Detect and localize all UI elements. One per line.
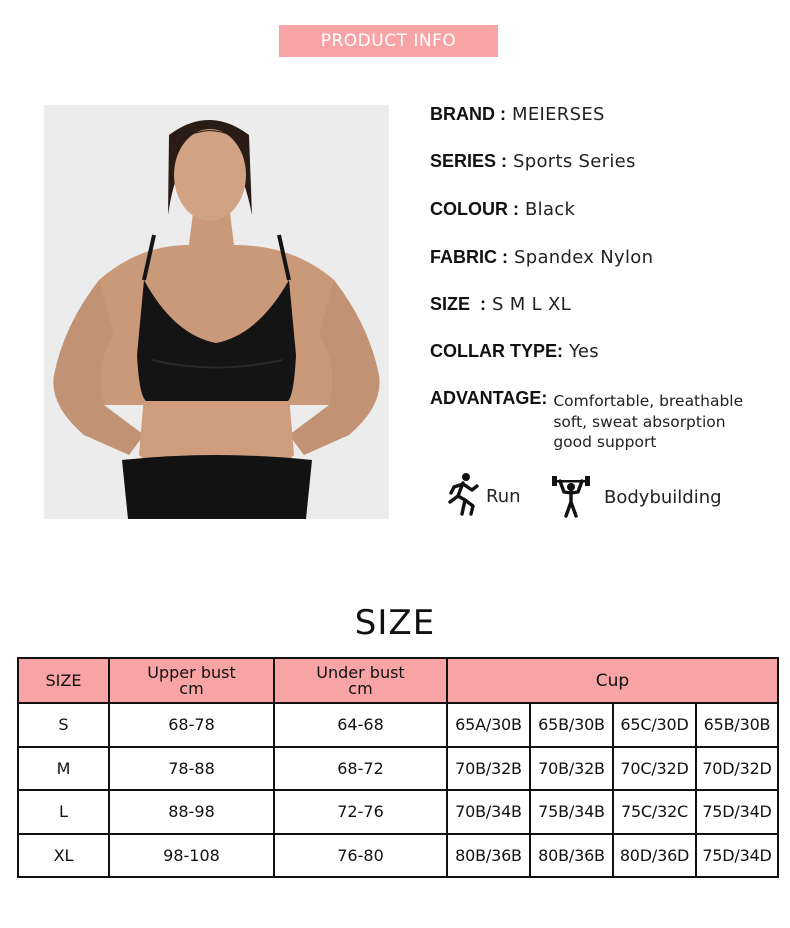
spec-brand [430,104,605,125]
header-under-bust-label: Under bust [316,662,405,682]
header-under-bust [274,658,447,703]
cell-cup: 80D/36D [613,834,696,878]
table-row [18,834,778,878]
cell-under: 76-80 [274,834,447,878]
spec-brand-value: MEIERSES [512,104,605,125]
cell-under: 64-68 [274,703,447,747]
cell-cup: 65C/30D [613,703,696,747]
cell-cup: 65A/30B [447,703,530,747]
cell-cup: 70D/32D [696,747,778,791]
spec-fabric [430,247,653,268]
activity-run-label: Run [486,486,521,507]
running-person-icon [446,472,480,521]
spec-colour-value: Black [525,199,576,220]
activity-bodybuilding-label: Bodybuilding [604,487,722,508]
advantage-line: Comfortable, breathable [553,392,744,410]
cell-cup: 65B/30B [530,703,613,747]
banner-title: PRODUCT INFO [320,31,457,51]
spec-colour [430,199,575,220]
advantage-line: good support [553,433,657,451]
cell-cup: 70C/32D [613,747,696,791]
cell-upper: 78-88 [109,747,274,791]
table-row [18,790,778,834]
header-size: SIZE [18,658,109,703]
cell-cup: 75D/34D [696,834,778,878]
spec-size [430,294,571,315]
spec-collar-label: COLLAR TYPE: [430,341,563,361]
spec-advantage-label: ADVANTAGE: [430,388,548,408]
cell-size: S [18,703,109,747]
spec-series-value: Sports Series [513,151,636,172]
advantage-line: soft, sweat absorption [553,412,726,431]
cell-cup: 70B/32B [447,747,530,791]
header-upper-bust-label: Upper bust [147,662,236,682]
size-chart-table [17,657,779,878]
header-upper-bust [109,658,274,703]
cell-cup: 75D/34D [696,790,778,834]
cell-size: XL [18,834,109,878]
cell-cup: 75B/34B [530,790,613,834]
cell-cup: 75C/32C [613,790,696,834]
spec-fabric-label: FABRIC : [430,247,508,267]
model-illustration [44,105,389,519]
table-row [18,747,778,791]
cell-size: L [18,790,109,834]
spec-series-label: SERIES : [430,151,508,171]
spec-colour-label: COLOUR : [430,199,519,219]
cell-upper: 88-98 [109,790,274,834]
spec-series [430,151,636,172]
product-info-banner [279,25,498,57]
cell-upper: 68-78 [109,703,274,747]
activity-run [446,472,521,521]
spec-brand-label: BRAND : [430,104,506,124]
header-under-bust-unit: cm [348,678,373,698]
advantage-lines [553,391,743,453]
cell-cup: 70B/34B [447,790,530,834]
spec-fabric-value: Spandex Nylon [514,247,654,268]
cell-cup: 70B/32B [530,747,613,791]
spec-size-value: S M L XL [492,294,571,315]
weightlifter-icon [550,472,592,523]
header-cup: Cup [447,658,778,703]
cell-cup: 65B/30B [696,703,778,747]
spec-advantage [430,388,743,453]
spec-collar-value: Yes [569,341,599,362]
spec-size-label: SIZE : [430,294,487,314]
activity-bodybuilding [550,472,722,523]
header-upper-bust-unit: cm [179,678,204,698]
table-row [18,703,778,747]
size-section-title: SIZE [354,603,436,643]
spec-collar [430,341,599,362]
cell-upper: 98-108 [109,834,274,878]
product-photo [44,105,389,519]
cell-under: 68-72 [274,747,447,791]
cell-size: M [18,747,109,791]
cell-cup: 80B/36B [530,834,613,878]
cell-under: 72-76 [274,790,447,834]
table-header-row [18,658,778,703]
cell-cup: 80B/36B [447,834,530,878]
